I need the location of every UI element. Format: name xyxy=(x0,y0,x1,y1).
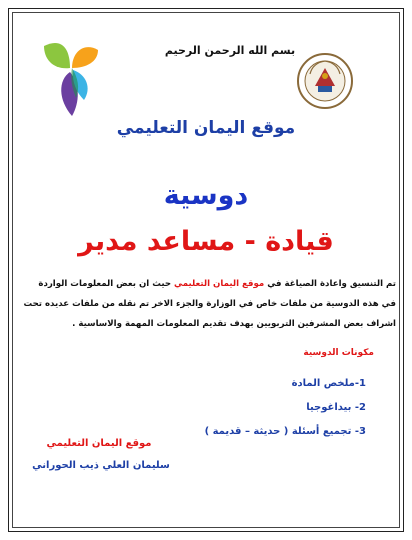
intro-paragraph xyxy=(14,274,396,334)
list-item: 2- بيداغوجيا xyxy=(306,402,366,413)
document-type: دوسية xyxy=(163,180,249,211)
intro-line-1-end: حيث ان بعض المعلومات الواردة xyxy=(38,279,175,289)
contents-heading: مكونات الدوسية xyxy=(303,348,374,358)
site-title: موقع اليمان التعليمي xyxy=(116,118,296,138)
list-item: 1-ملخص المادة xyxy=(291,378,366,389)
contents-list xyxy=(106,372,366,444)
intro-line-1 xyxy=(14,274,396,294)
list-item: 3- تجميع أسئلة ( حديثة – قديمة ) xyxy=(204,426,366,437)
intro-highlight: موقع اليمان التعليمي xyxy=(174,279,265,289)
signature-author: سليمان العلي ذيب الحوراني xyxy=(32,460,170,471)
colorful-leaf-logo-icon xyxy=(40,38,102,120)
signature-org: موقع اليمان التعليمي xyxy=(46,438,152,449)
ministry-emblem-icon xyxy=(296,52,354,110)
basmala: بسم الله الرحمن الرحيم xyxy=(164,44,296,57)
document-title: قيادة - مساعد مدير xyxy=(78,226,334,257)
intro-line-3: اشراف بعض المشرفين التربويين بهدف تقديم المعلومات المهمة والاساسية . xyxy=(72,319,396,329)
intro-line-1-start: تم التنسيق واعادة الصياغة في xyxy=(264,279,396,289)
intro-line-2: في هذه الدوسية من ملفات خاص في الوزارة والجزء الاخر تم نقله من ملفات عديده تحت xyxy=(23,299,396,309)
